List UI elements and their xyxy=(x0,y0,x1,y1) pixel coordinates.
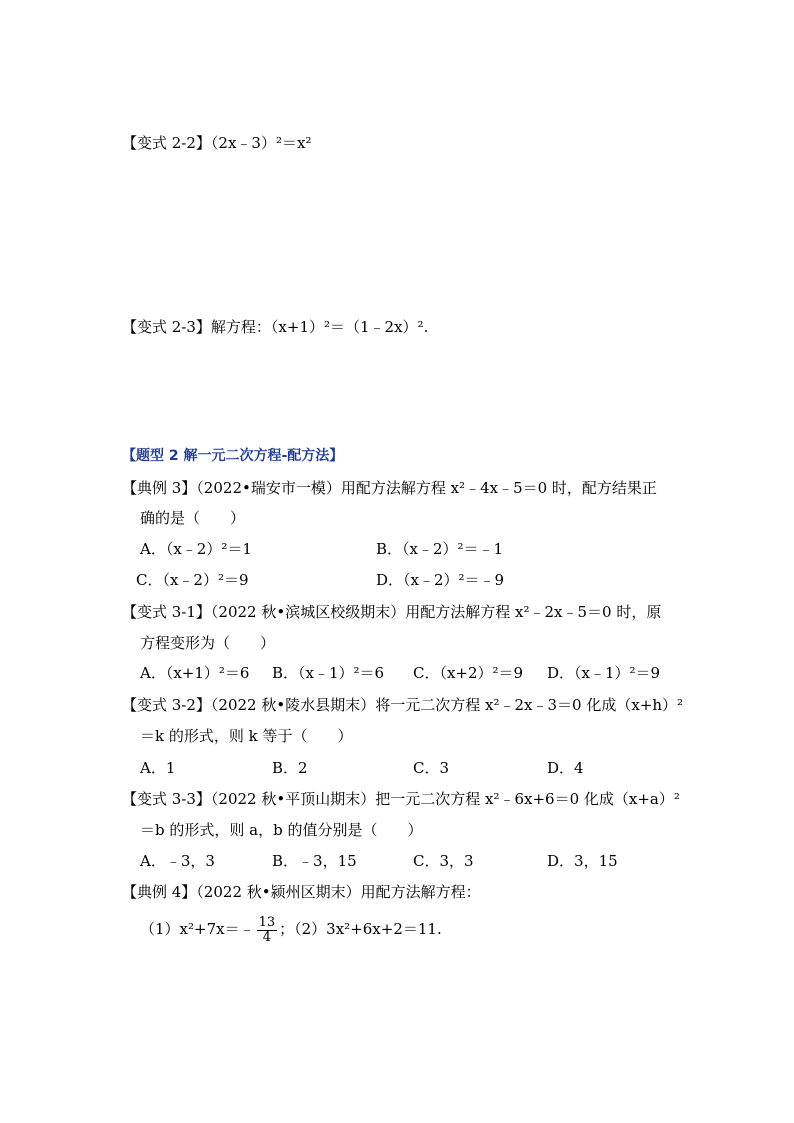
example-3-stem: 【典例 3】（2022•瑞安市一模）用配方法解方程 x²﹣4x﹣5＝0 时，配方结果正 xyxy=(122,479,657,497)
example-3-option-c: C．（x﹣2）²＝9 xyxy=(136,571,249,589)
example-4-parts xyxy=(140,912,442,946)
fraction-numerator: 13 xyxy=(258,914,276,930)
variant-3-1-option-a: A．（x+1）²＝6 xyxy=(140,664,250,682)
variant-3-3-option-a: A．﹣3，3 xyxy=(140,852,215,870)
variant-3-2-option-a: A．1 xyxy=(140,759,176,777)
example-3-option-d: D．（x﹣2）²＝﹣9 xyxy=(376,571,505,589)
example-3-stem-cont: 确的是（ ） xyxy=(140,509,246,527)
variant-3-3-stem: 【变式 3-3】（2022 秋•平顶山期末）把一元二次方程 x²﹣6x+6＝0 化成（x+a）² xyxy=(122,790,680,808)
variant-3-2-option-c: C．3 xyxy=(413,759,450,777)
example-3-option-a: A．（x﹣2）²＝1 xyxy=(140,540,252,558)
example-4-stem: 【典例 4】（2022 秋•颍州区期末）用配方法解方程： xyxy=(122,883,481,901)
variant-3-1-option-c: C．（x+2）²＝9 xyxy=(413,664,524,682)
variant-2-3: 【变式 2-3】解方程：（x+1）²＝（1﹣2x）². xyxy=(122,318,429,336)
variant-3-3-stem-cont: ＝b 的形式，则 a，b 的值分别是（ ） xyxy=(140,821,423,839)
variant-3-1-stem: 【变式 3-1】（2022 秋•滨城区校级期末）用配方法解方程 x²﹣2x﹣5＝0 时，原 xyxy=(122,603,662,621)
variant-3-3-option-d: D．3，15 xyxy=(547,852,618,870)
variant-3-1-stem-cont: 方程变形为（ ） xyxy=(140,634,276,652)
variant-3-3-option-b: B．﹣3，15 xyxy=(272,852,357,870)
variant-3-1-option-b: B．（x﹣1）²＝6 xyxy=(272,664,385,682)
variant-3-2-stem: 【变式 3-2】（2022 秋•陵水县期末）将一元二次方程 x²﹣2x﹣3＝0 化成（x+h）² xyxy=(122,696,684,714)
variant-3-3-option-c: C．3，3 xyxy=(413,852,474,870)
example-3-option-b: B．（x﹣2）²＝﹣1 xyxy=(376,540,504,558)
variant-2-2: 【变式 2-2】（2x﹣3）²＝x² xyxy=(122,134,312,152)
fraction xyxy=(257,916,278,945)
variant-3-2-option-b: B．2 xyxy=(272,759,308,777)
example-4-part-2: ；（2）3x²+6x+2＝11. xyxy=(279,920,442,938)
variant-3-2-option-d: D．4 xyxy=(547,759,584,777)
example-4-part-1-prefix: （1）x²+7x＝﹣ xyxy=(140,920,255,938)
variant-3-1-option-d: D．（x﹣1）²＝9 xyxy=(547,664,661,682)
section-heading: 【题型 2 解一元二次方程-配方法】 xyxy=(122,448,344,464)
fraction-denominator: 4 xyxy=(262,929,271,945)
variant-3-2-stem-cont: ＝k 的形式，则 k 等于（ ） xyxy=(140,727,353,745)
